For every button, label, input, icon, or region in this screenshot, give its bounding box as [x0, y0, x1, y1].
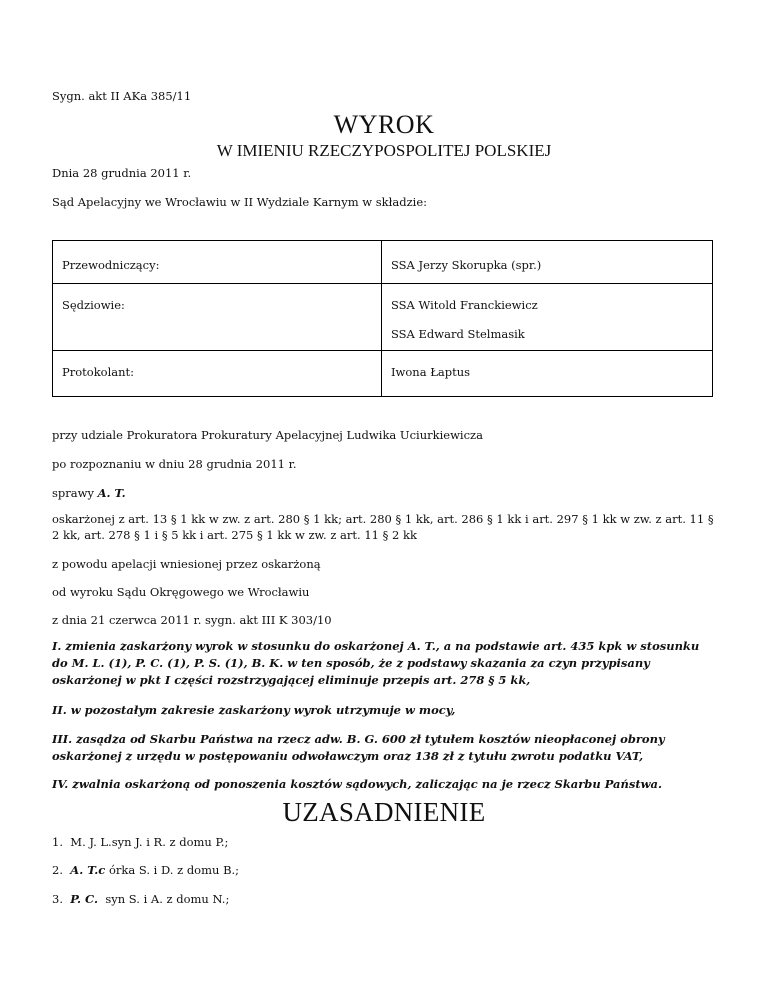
list-item-number: 3.	[52, 892, 63, 906]
list-item	[52, 891, 229, 907]
verdict-point-4: IV. zwalnia oskarżoną od ponoszenia kosztów sądowych, zaliczając na je rzecz Skarbu Państwa.	[52, 777, 662, 791]
document-subtitle: W IMIENIU RZECZYPOSPOLITEJ POLSKIEJ	[216, 141, 552, 160]
person-details: órka S. i D. z domu B.;	[105, 863, 240, 877]
presiding-value: SSA Jerzy Skorupka (spr.)	[382, 241, 713, 284]
defendant-name: A. T.	[97, 486, 126, 500]
document-title: WYROK	[333, 110, 435, 139]
judge-name: SSA Witold Franckiewicz	[391, 298, 538, 312]
case-line	[52, 485, 126, 501]
verdict-point-2: II. w pozostałym zakresie zaskarżony wyrok utrzymuje w mocy,	[52, 703, 456, 717]
list-item	[52, 862, 239, 878]
person-details: syn S. i A. z domu N.;	[98, 892, 230, 906]
court-composition-intro: Sąd Apelacyjny we Wrocławiu w II Wydziale Karnym w składzie:	[52, 195, 427, 209]
clerk-value: Iwona Łaptus	[382, 351, 713, 397]
charges-paragraph: oskarżonej z art. 13 § 1 kk w zw. z art. 280 § 1 kk; art. 280 § 1 kk, art. 286 § 1 kk i art. 297 § 1 kk w zw. z art. 11 § 2 kk, art. 278 § 1 i § 5 kk i art. 275 § 1 kk w zw. z art. 11 § 2 kk	[52, 512, 714, 542]
clerk-label: Protokolant:	[53, 351, 382, 397]
list-item-number: 2.	[52, 863, 63, 877]
court-composition-table	[52, 240, 713, 397]
lower-court-line: od wyroku Sądu Okręgowego we Wrocławiu	[52, 585, 310, 599]
case-signature: Sygn. akt II AKa 385/11	[52, 89, 192, 103]
judges-value	[382, 284, 713, 351]
case-prefix: sprawy	[52, 486, 94, 500]
table-row	[53, 284, 713, 351]
hearing-line: po rozpoznaniu w dniu 28 grudnia 2011 r.	[52, 457, 297, 471]
appeal-line: z powodu apelacji wniesionej przez oskarżoną	[52, 557, 321, 571]
lower-court-date-line: z dnia 21 czerwca 2011 r. sygn. akt III K 303/10	[52, 613, 332, 627]
person-name: A. T.c	[70, 863, 106, 877]
justification-heading: UZASADNIENIE	[282, 797, 486, 827]
table-row	[53, 351, 713, 397]
table-row	[53, 241, 713, 284]
verdict-point-1: I. zmienia zaskarżony wyrok w stosunku do oskarżonej A. T., a na podstawie art. 435 kpk w stosunku do M. L. (1), P. C. (1), P. S. (1), B. K. w ten sposób, że z podstawy skazania za czyn przypisany oskarżonej w pkt I części rozstrzygającej eliminuje przepis art. 278 § 5 kk,	[52, 639, 700, 687]
verdict-point-3: III. zasądza od Skarbu Państwa na rzecz adw. B. G. 600 zł tytułem kosztów nieopłaconej obrony oskarżonej z urzędu w postępowaniu odwoławczym oraz 138 zł z tytułu zwrotu podatku VAT,	[52, 732, 665, 763]
judge-name: SSA Edward Stelmasik	[391, 327, 525, 341]
person-name: P. C.	[70, 892, 99, 906]
person-name: M. J. L.	[70, 835, 112, 849]
list-item	[52, 834, 228, 850]
person-details: syn J. i R. z domu P.;	[111, 835, 229, 849]
presiding-label: Przewodniczący:	[53, 241, 382, 284]
list-item-number: 1.	[52, 835, 63, 849]
verdict-date: Dnia 28 grudnia 2011 r.	[52, 166, 192, 180]
judges-label: Sędziowie:	[53, 284, 382, 351]
prosecutor-line: przy udziale Prokuratora Prokuratury Apelacyjnej Ludwika Uciurkiewicza	[52, 428, 483, 442]
